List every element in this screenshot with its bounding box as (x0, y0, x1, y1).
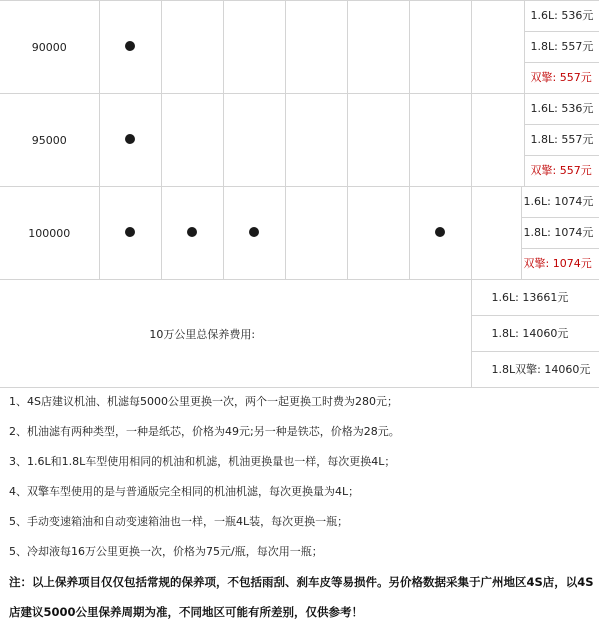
total-line-18: 1.8L: 14060元 (472, 316, 599, 352)
note-item: 5、手动变速箱油和自动变速箱油也一样，一瓶4L装，每次更换一瓶； (0, 507, 599, 537)
price-line-18: 1.8L: 557元 (525, 32, 599, 63)
item-cell (347, 1, 409, 94)
total-line-16: 1.6L: 13661元 (472, 280, 599, 316)
item-cell (285, 1, 347, 94)
total-price-cell (471, 280, 599, 388)
check-dot-icon (187, 227, 197, 237)
item-cell (409, 187, 471, 280)
mileage-cell: 90000 (0, 1, 99, 94)
item-cell (161, 187, 223, 280)
item-cell (223, 1, 285, 94)
total-row (0, 280, 599, 388)
item-cell (347, 187, 409, 280)
price-line-hybrid: 双擎: 1074元 (522, 249, 599, 279)
item-cell (99, 1, 161, 94)
item-cell (409, 94, 471, 187)
mileage-cell: 100000 (0, 187, 99, 280)
note-item: 5、冷却液每16万公里更换一次，价格为75元/瓶，每次用一瓶； (0, 537, 599, 567)
disclaimer: 注：以上保养项目仅仅包括常规的保养项，不包括雨刮、刹车皮等易损件。另价格数据采集于广州地区4S店，以4S店建议5000公里保养周期为准，不同地区可能有所差别，仅供参考！ (0, 567, 597, 627)
check-dot-icon (435, 227, 445, 237)
item-cell (161, 1, 223, 94)
item-cell (161, 94, 223, 187)
item-cell (285, 94, 347, 187)
total-line-hybrid: 1.8L双擎: 14060元 (472, 352, 599, 387)
price-line-hybrid: 双擎: 557元 (525, 156, 599, 186)
price-line-18: 1.8L: 1074元 (522, 218, 599, 249)
price-cell (471, 1, 599, 94)
note-item: 2、机油滤有两种类型，一种是纸芯，价格为49元;另一种是铁芯，价格为28元。 (0, 417, 599, 447)
price-line-16: 1.6L: 536元 (525, 1, 599, 32)
check-dot-icon (125, 134, 135, 144)
item-cell (99, 94, 161, 187)
price-line-18: 1.8L: 557元 (525, 125, 599, 156)
item-cell (223, 94, 285, 187)
note-item: 1、4S店建议机油、机滤每5000公里更换一次，两个一起更换工时费为280元； (0, 387, 599, 417)
item-cell (409, 1, 471, 94)
table-row (0, 187, 599, 280)
price-line-hybrid: 双擎: 557元 (525, 63, 599, 93)
note-item: 4、双擎车型使用的是与普通版完全相同的机油机滤，每次更换量为4L； (0, 477, 599, 507)
mileage-cell: 95000 (0, 94, 99, 187)
item-cell (223, 187, 285, 280)
price-cell (471, 94, 599, 187)
price-line-16: 1.6L: 1074元 (522, 187, 599, 218)
price-cell (471, 187, 599, 280)
note-item: 3、1.6L和1.8L车型使用相同的机油和机滤，机油更换量也一样，每次更换4L； (0, 447, 599, 477)
table-row (0, 1, 599, 94)
notes-section (0, 387, 599, 627)
table-row (0, 94, 599, 187)
check-dot-icon (249, 227, 259, 237)
item-cell (285, 187, 347, 280)
price-line-16: 1.6L: 536元 (525, 94, 599, 125)
item-cell (347, 94, 409, 187)
item-cell (99, 187, 161, 280)
check-dot-icon (125, 41, 135, 51)
check-dot-icon (125, 227, 135, 237)
total-label: 10万公里总保养费用: (149, 328, 255, 341)
